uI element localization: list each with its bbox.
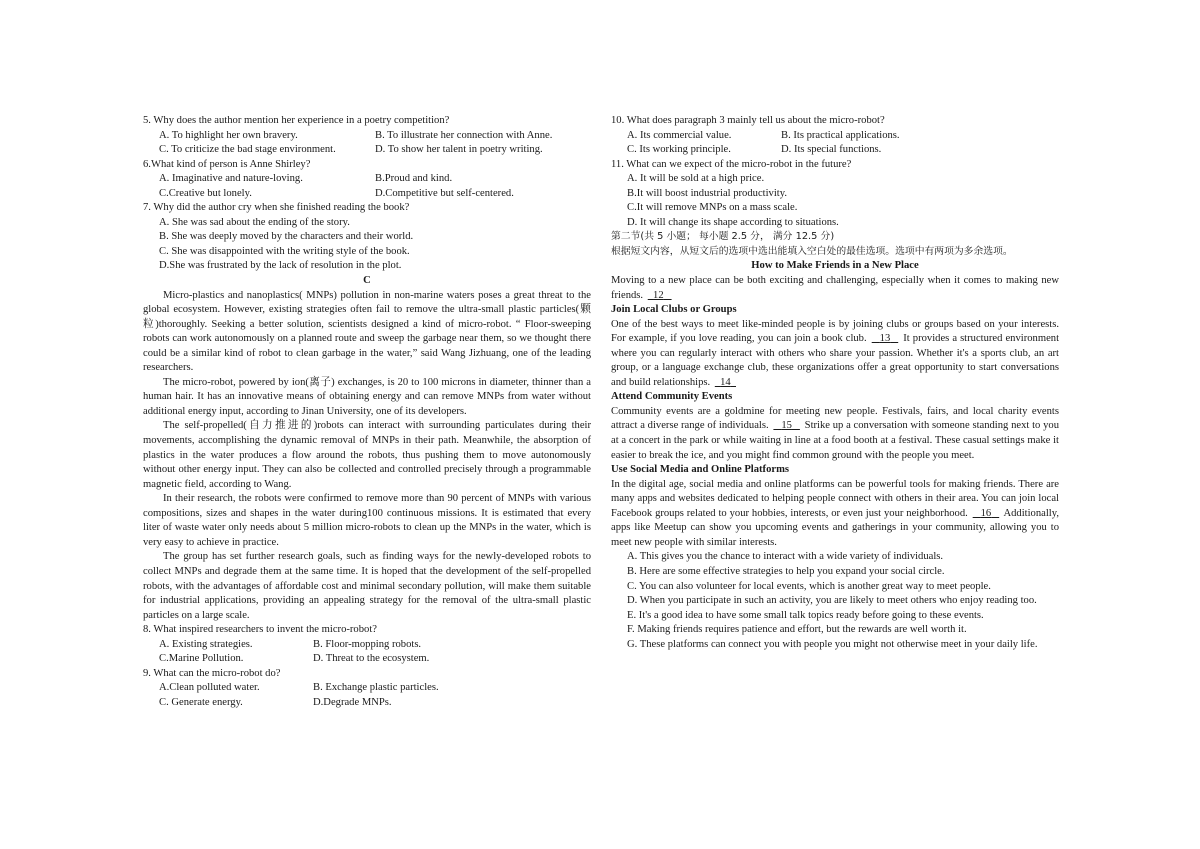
question-8-option-b: B. Floor-mopping robots.	[313, 638, 422, 650]
question-5-option-b: B. To illustrate her connection with Anne.	[375, 129, 553, 141]
question-5-option-a: A. To highlight her own bravery.	[159, 129, 298, 141]
question-6-option-c: C.Creative but lonely.	[159, 187, 252, 199]
question-7-option-b: B. She was deeply moved by the characters and their world.	[159, 231, 414, 243]
left-column	[143, 114, 591, 710]
question-8-options-row-1	[143, 638, 591, 653]
question-9-option-a: A.Clean polluted water.	[159, 682, 260, 694]
question-6-option-d: D.Competitive but self-centered.	[375, 187, 514, 199]
article-intro	[611, 274, 1059, 303]
question-10-option-b: B. Its practical applications.	[781, 129, 900, 141]
article-paragraph-clubs	[611, 318, 1059, 391]
section-heading-clubs: Join Local Clubs or Groups	[611, 304, 737, 316]
question-11-stem: 11. What can we expect of the micro-robot in the future?	[611, 158, 852, 170]
section-heading-events: Attend Community Events	[611, 391, 733, 403]
section-heading-social-media: Use Social Media and Online Platforms	[611, 464, 790, 476]
question-7-option-d: D.She was frustrated by the lack of resolution in the plot.	[159, 260, 402, 272]
question-9-option-b: B. Exchange plastic particles.	[313, 682, 439, 694]
question-11-option-c: C.It will remove MNPs on a mass scale.	[627, 202, 798, 214]
question-10-option-c: C. Its working principle.	[627, 144, 731, 156]
article-paragraph-social-media	[611, 478, 1059, 551]
question-5-options-row-2	[143, 143, 591, 158]
question-6-option-a: A. Imaginative and nature-loving.	[159, 173, 303, 185]
question-11-option-b: B.It will boost industrial productivity.	[627, 187, 787, 199]
option-c: C. You can also volunteer for local events, which is another great way to meet people.	[627, 580, 991, 592]
question-9-option-c: C. Generate energy.	[159, 696, 243, 708]
question-6-option-b: B.Proud and kind.	[375, 173, 453, 185]
article-title: How to Make Friends in a New Place	[751, 260, 919, 272]
blank-16	[971, 507, 1002, 522]
question-10-option-d: D. Its special functions.	[781, 144, 882, 156]
blank-14	[713, 376, 738, 391]
question-7-stem: 7. Why did the author cry when she finished reading the book?	[143, 202, 410, 214]
question-8-option-c: C.Marine Pollution.	[159, 653, 244, 665]
question-10-option-a: A. Its commercial value.	[627, 129, 732, 141]
question-9-option-d: D.Degrade MNPs.	[313, 696, 392, 708]
section-c-heading: C	[363, 275, 371, 287]
clubs-text-part-1: One of the best ways to meet like-minded people is by joining clubs or groups based on your interests. For example, if you love reading, you can join a book club.	[611, 318, 1059, 345]
blank-12-number: 12	[653, 289, 664, 301]
question-8-option-a: A. Existing strategies.	[159, 638, 253, 650]
blank-13-number: 13	[879, 333, 891, 345]
question-9-options-row-2	[143, 696, 591, 711]
blank-12	[646, 289, 674, 304]
blank-16-number: 16	[980, 507, 992, 519]
article-intro-text: Moving to a new place can be both exciting and challenging, especially when it comes to making new friends.	[611, 275, 1059, 301]
passage-paragraph-1: Micro-plastics and nanoplastics( MNPs) pollution in non-marine waters poses a great threat to the global ecosystem. However, existing strategies often fail to remove the ultra-small plastic particles(颗粒)thoroughly. Seeking a better solution, scientists designed a kind of micro-robot. “ Floor-sweeping robots can work autonomously on a planned route and sweep the garbage near them, so we thought there could be a similar kind of robot to clean garbage in the water,” said Wang Jizhuang, one of the leading researchers.	[143, 289, 591, 374]
question-11-option-d: D. It will change its shape according to situations.	[627, 216, 839, 228]
question-9-options-row-1	[143, 681, 591, 696]
question-5-options-row-1	[143, 129, 591, 144]
question-9-stem: 9. What can the micro-robot do?	[143, 667, 281, 679]
question-7-option-a: A. She was sad about the ending of the story.	[159, 216, 350, 228]
question-11-option-a: A. It will be sold at a high price.	[627, 173, 765, 185]
blank-15	[771, 419, 802, 434]
question-10-options-row-1	[611, 129, 1059, 144]
question-6-options-row-1	[143, 172, 591, 187]
question-6-stem: 6.What kind of person is Anne Shirley?	[143, 158, 311, 170]
clubs-text-part-2: It provides a structured environment where you can regularly interact with others who share your passion. Whether it's a sports club, an art group, or a language exchange club, these organizations offer a great opportunity to start conversations and build relationships.	[611, 333, 1060, 388]
option-g: G. These platforms can connect you with people you might not otherwise meet in your daily life.	[627, 638, 1038, 650]
question-5-stem: 5. Why does the author mention her experience in a poetry competition?	[143, 115, 450, 126]
social-text-part-1: In the digital age, social media and online platforms can be powerful tools for making friends. There are many apps and websites dedicated to helping people connect with others in their area. You can join local Facebook groups related to your hobbies, interests, or even just your neighborhood.	[611, 478, 1059, 519]
article-paragraph-events	[611, 405, 1059, 463]
passage-paragraph-4: In their research, the robots were confirmed to remove more than 90 percent of MNPs with various compositions, sizes and shapes in the water during100 continuous missions. It is estimated that every liter of waste water only needs about 5 million micro-robots to clean up the MNPs in the water, which is very easy to achieve in practice.	[143, 493, 591, 548]
question-8-options-row-2	[143, 652, 591, 667]
question-10-options-row-2	[611, 143, 1059, 158]
question-5-option-d: D. To show her talent in poetry writing.	[375, 144, 543, 156]
blank-13	[870, 332, 901, 347]
question-8-stem: 8. What inspired researchers to invent the micro-robot?	[143, 624, 377, 636]
question-10-stem: 10. What does paragraph 3 mainly tell us about the micro-robot?	[611, 115, 885, 126]
right-column	[611, 114, 1059, 652]
blank-15-number: 15	[781, 420, 792, 432]
option-e: E. It's a good idea to have some small talk topics ready before going to these events.	[627, 609, 984, 621]
passage-paragraph-3: The self-propelled(自力推进的)robots can interact with surrounding particulates during their movements, accomplishing the dynamic removal of MNPs in their path. Meanwhile, the absorption of plastics in the water produces a flow around the robots, thus pushing them to move autonomously without other energy input. They can also be collected and controlled precisely through a programmable magnetic field, according to Wang.	[143, 420, 591, 490]
events-text-part-1: Community events are a goldmine for meeting new people. Festivals, fairs, and local charity events attract a diverse range of individuals.	[611, 405, 1059, 432]
social-text-part-2: Additionally, apps like Meetup can show you upcoming events and gatherings in your community, allowing you to meet new people with similar interests.	[611, 507, 1059, 548]
passage-paragraph-2: The micro-robot, powered by ion(离子) exchanges, is 20 to 100 microns in diameter, thinner than a human hair. It has an innovative means of obtaining energy and can remove MNPs from water without additional energy input, according to Jinan University, one of its developers.	[143, 376, 591, 417]
question-6-options-row-2	[143, 187, 591, 202]
question-5-option-c: C. To criticize the bad stage environment.	[159, 144, 336, 156]
option-b: B. Here are some effective strategies to help you expand your social circle.	[627, 565, 945, 577]
question-8-option-d: D. Threat to the ecosystem.	[313, 653, 430, 665]
option-d: D. When you participate in such an activity, you are likely to meet others who enjoy reading too.	[627, 595, 1037, 607]
events-text-part-2: Strike up a conversation with someone standing next to you at a concert in the park or while waiting in line at a food booth at a festival. These casual settings make it easier to break the ice, and you might find common ground with the people you meet.	[611, 420, 1059, 461]
passage-paragraph-5: The group has set further research goals, such as finding ways for the newly-developed robots to collect MNPs and degrade them at the same time. It is hoped that the development of the self-propelled robots, with the advantages of affordable cost and minimal secondary pollution, will make them suitable for industrial applications, providing an appealing strategy for the removal of the ultra-small plastic particles on a large scale.	[143, 551, 591, 621]
option-f: F. Making friends requires patience and effort, but the rewards are well worth it.	[627, 624, 967, 636]
blank-14-number: 14	[720, 376, 731, 388]
section-2-header: 第二节(共 5 小题； 每小题 2.5 分， 满分 12.5 分)	[611, 231, 835, 243]
section-2-instruction: 根据短文内容，从短文后的选项中选出能填入空白处的最佳选项。选项中有两项为多余选项。	[611, 245, 1013, 257]
option-a: A. This gives you the chance to interact with a wide variety of individuals.	[627, 551, 944, 563]
question-7-option-c: C. She was disappointed with the writing style of the book.	[159, 245, 410, 257]
